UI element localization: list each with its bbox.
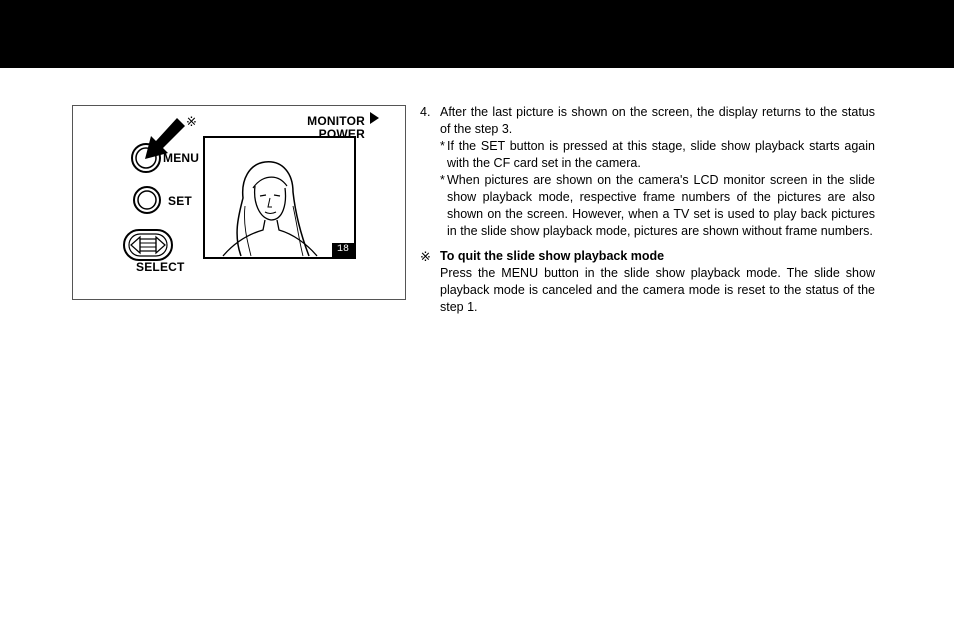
step-4 bbox=[420, 104, 875, 138]
note-item bbox=[420, 138, 875, 172]
camera-diagram bbox=[72, 105, 406, 300]
monitor-label: MONITOR bbox=[307, 114, 365, 128]
step-text: After the last picture is shown on the screen, the display returns to the status of the step 3. bbox=[440, 105, 875, 136]
section-mark: ※ bbox=[420, 249, 431, 264]
section-title: To quit the slide show playback mode bbox=[440, 249, 665, 263]
note-mark: * bbox=[440, 173, 445, 187]
triangle-right-icon bbox=[370, 112, 379, 124]
select-label: SELECT bbox=[136, 260, 185, 274]
set-button-icon bbox=[134, 187, 160, 213]
set-label: SET bbox=[168, 194, 192, 208]
note-mark: * bbox=[440, 139, 445, 153]
header-bar bbox=[0, 0, 954, 68]
monitor-power-label bbox=[307, 115, 365, 141]
power-label: POWER bbox=[318, 127, 365, 141]
note-text: When pictures are shown on the camera's LCD monitor screen in the slide show playback mode, respective frame numbers of the pictures are also shown on the screen. However, when a TV set is used to play back pictures in the slide show playback mode, pictures are shown without frame numbers. bbox=[447, 173, 875, 238]
frame-number-badge: 18 bbox=[332, 243, 354, 257]
select-dial-icon bbox=[124, 230, 172, 260]
menu-label: MENU bbox=[163, 151, 200, 165]
reference-mark: ※ bbox=[186, 114, 197, 129]
instruction-text bbox=[420, 104, 875, 316]
quit-section bbox=[420, 248, 875, 316]
note-text: If the SET button is pressed at this stage, slide show playback starts again with the CF card set in the camera. bbox=[447, 139, 875, 170]
portrait-photo-icon bbox=[204, 137, 355, 258]
note-item bbox=[420, 172, 875, 240]
step-number: 4. bbox=[420, 105, 431, 119]
section-text: Press the MENU button in the slide show playback mode. The slide show playback mode is canceled and the camera mode is reset to the status of the step 1. bbox=[440, 266, 875, 314]
